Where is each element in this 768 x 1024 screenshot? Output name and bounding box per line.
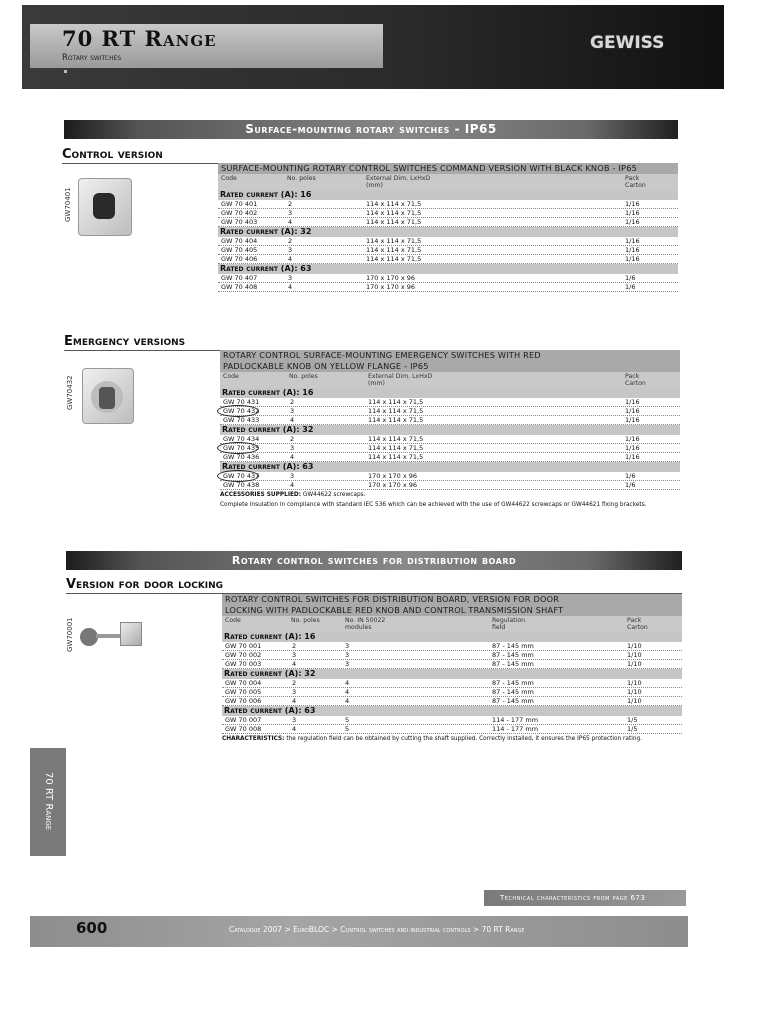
cell-code: GW 70 436	[223, 453, 260, 461]
col-code: Code	[221, 175, 237, 182]
brand-logo: GEWISS	[590, 33, 665, 53]
cell-code: GW 70 002	[225, 651, 262, 659]
cell-reg: 114 - 177 mm	[492, 725, 539, 733]
cell-dims: 114 x 114 x 71,5	[366, 246, 422, 254]
table-row	[220, 398, 680, 407]
cell-pack: 1/6	[625, 472, 636, 480]
cell-dims: 114 x 114 x 71,5	[368, 416, 424, 424]
table-row	[222, 725, 682, 734]
cell-pack: 1/10	[627, 660, 642, 668]
section-banner-distribution-board: Rotary control switches for distribution board	[66, 551, 682, 570]
table-row	[218, 283, 678, 292]
switch-body-icon	[120, 622, 142, 646]
characteristics-text: the regulation field can be obtained by cutting the shaft supplied. Correctly installed, it ensures the IP65 protection rating.	[286, 736, 643, 742]
heading-control-version: Control version	[62, 147, 163, 162]
page-number: 600	[76, 919, 108, 937]
table-header	[222, 616, 682, 632]
cell-pack: 1/16	[625, 398, 640, 406]
col-regulation: Regulation field	[492, 617, 526, 631]
table-row	[218, 255, 678, 264]
table-row	[220, 435, 680, 444]
cell-poles: 3	[290, 472, 295, 480]
cell-pack: 1/16	[625, 237, 640, 245]
table-emergency-versions	[220, 350, 680, 509]
cell-pack: 1/16	[625, 255, 640, 263]
col-dims: External Dim. LxHxD (mm)	[368, 373, 433, 387]
characteristics-label: CHARACTERISTICS:	[222, 736, 285, 742]
group-header: Rated current (A): 63	[218, 264, 678, 274]
table-row	[222, 697, 682, 706]
insulation-note: Complete insulation in compliance with standard IEC 536 which can be achieved with the use of GW44622 screwcaps or GW44621 fixing brackets.	[220, 502, 647, 508]
cell-poles: 3	[288, 274, 293, 282]
page-subtitle: Rotary switches	[62, 53, 122, 63]
cell-poles: 3	[288, 246, 293, 254]
cell-dims: 170 x 170 x 96	[368, 472, 418, 480]
col-poles: No. poles	[287, 175, 316, 182]
cell-poles: 2	[292, 642, 297, 650]
cell-dims: 114 x 114 x 71,5	[366, 218, 422, 226]
col-dims: External Dim. LxHxD (mm)	[366, 175, 431, 189]
table-header	[218, 174, 678, 190]
table-row	[222, 642, 682, 651]
side-tab-label: 70 RT Range	[43, 772, 54, 831]
cell-pack: 1/6	[625, 274, 636, 282]
page-title: 70 RT Range	[62, 26, 217, 51]
cell-code: GW 70 435	[223, 444, 260, 452]
table-row	[220, 444, 680, 453]
cell-dims: 170 x 170 x 96	[366, 283, 416, 291]
cell-pack: 1/10	[627, 688, 642, 696]
cell-code: GW 70 005	[225, 688, 262, 696]
table-body	[220, 388, 680, 490]
table-title-line1: ROTARY CONTROL SWITCHES FOR DISTRIBUTION BOARD, VERSION FOR DOOR	[222, 594, 682, 605]
cell-poles: 3	[290, 444, 295, 452]
product-code-label: GW70001	[66, 617, 74, 652]
product-image-emergency-switch	[82, 368, 134, 424]
cell-poles: 4	[290, 481, 295, 489]
accessories-label: ACCESSORIES SUPPLIED:	[220, 492, 302, 498]
cell-modules: 3	[345, 651, 350, 659]
table-row	[218, 274, 678, 283]
table-row	[220, 453, 680, 462]
cell-pack: 1/16	[625, 453, 640, 461]
cell-poles: 3	[292, 651, 297, 659]
table-row	[220, 472, 680, 481]
cell-code: GW 70 437	[223, 472, 260, 480]
cell-modules: 3	[345, 660, 350, 668]
cell-reg: 114 - 177 mm	[492, 716, 539, 724]
table-row	[220, 416, 680, 425]
cell-dims: 114 x 114 x 71,5	[366, 255, 422, 263]
cell-poles: 3	[292, 716, 297, 724]
cell-code: GW 70 405	[221, 246, 258, 254]
accessories-text: GW44622 screwcaps.	[302, 492, 366, 498]
cell-dims: 114 x 114 x 71,5	[368, 398, 424, 406]
cell-pack: 1/16	[625, 218, 640, 226]
group-header: Rated current (A): 63	[220, 462, 680, 472]
cell-pack: 1/5	[627, 716, 638, 724]
cell-dims: 114 x 114 x 71,5	[368, 444, 424, 452]
product-code-label: GW70432	[66, 375, 74, 410]
cell-dims: 170 x 170 x 96	[368, 481, 418, 489]
table-header	[220, 372, 680, 388]
table-row	[220, 407, 680, 416]
cell-code: GW 70 407	[221, 274, 258, 282]
cell-pack: 1/16	[625, 209, 640, 217]
table-row	[222, 660, 682, 669]
col-code: Code	[223, 373, 239, 380]
cell-pack: 1/5	[627, 725, 638, 733]
table-row	[222, 651, 682, 660]
black-knob-icon	[93, 193, 115, 219]
cell-pack: 1/16	[625, 435, 640, 443]
cell-reg: 87 - 145 mm	[492, 688, 534, 696]
cell-poles: 2	[292, 679, 297, 687]
cell-modules: 3	[345, 642, 350, 650]
characteristics-note	[222, 736, 682, 743]
header-dot	[64, 70, 67, 73]
cell-pack: 1/10	[627, 642, 642, 650]
col-pack: Pack Carton	[625, 175, 646, 189]
cell-poles: 4	[292, 660, 297, 668]
group-header: Rated current (A): 32	[218, 227, 678, 237]
section-banner-surface: Surface-mounting rotary switches - IP65	[64, 120, 678, 139]
cell-pack: 1/10	[627, 697, 642, 705]
col-pack: Pack Carton	[627, 617, 648, 631]
cell-code: GW 70 434	[223, 435, 260, 443]
cell-poles: 4	[288, 218, 293, 226]
product-code-label: GW70401	[64, 187, 72, 222]
red-knob-icon	[99, 387, 115, 409]
cell-pack: 1/10	[627, 679, 642, 687]
tech-note-text: Technical characteristics from page 673	[500, 894, 646, 902]
cell-poles: 2	[290, 398, 295, 406]
table-row	[218, 218, 678, 227]
col-poles: No. poles	[291, 617, 320, 624]
cell-code: GW 70 004	[225, 679, 262, 687]
cell-poles: 4	[290, 453, 295, 461]
table-row	[222, 688, 682, 697]
cell-code: GW 70 007	[225, 716, 262, 724]
table-title-line2: PADLOCKABLE KNOB ON YELLOW FLANGE - IP65	[220, 361, 680, 372]
cell-poles: 2	[288, 200, 293, 208]
cell-modules: 4	[345, 697, 350, 705]
table-body	[218, 190, 678, 292]
cell-poles: 4	[292, 725, 297, 733]
cell-reg: 87 - 145 mm	[492, 660, 534, 668]
cell-dims: 114 x 114 x 71,5	[366, 200, 422, 208]
cell-poles: 4	[288, 255, 293, 263]
cell-reg: 87 - 145 mm	[492, 651, 534, 659]
cell-poles: 3	[288, 209, 293, 217]
table-door-locking	[222, 594, 682, 743]
cell-code: GW 70 432	[223, 407, 260, 415]
cell-poles: 4	[288, 283, 293, 291]
cell-modules: 4	[345, 679, 350, 687]
cell-code: GW 70 008	[225, 725, 262, 733]
cell-code: GW 70 402	[221, 209, 258, 217]
cell-code: GW 70 438	[223, 481, 260, 489]
table-row	[218, 209, 678, 218]
group-header: Rated current (A): 16	[218, 190, 678, 200]
product-image-control-switch	[78, 178, 132, 236]
group-header: Rated current (A): 16	[222, 632, 682, 642]
table-row	[218, 246, 678, 255]
table-control-version	[218, 163, 678, 292]
cell-dims: 114 x 114 x 71,5	[366, 237, 422, 245]
cell-poles: 2	[290, 435, 295, 443]
cell-code: GW 70 003	[225, 660, 262, 668]
cell-code: GW 70 006	[225, 697, 262, 705]
cell-code: GW 70 408	[221, 283, 258, 291]
cell-modules: 4	[345, 688, 350, 696]
heading-emergency-versions: Emergency versions	[64, 334, 186, 349]
accessories-note	[220, 492, 680, 499]
footer-breadcrumb: Catalogue 2007 > EuroBLOC > Control switches and industrial controls > 70 RT Range	[229, 925, 525, 934]
cell-reg: 87 - 145 mm	[492, 642, 534, 650]
cell-pack: 1/6	[625, 283, 636, 291]
cell-code: GW 70 401	[221, 200, 258, 208]
cell-code: GW 70 404	[221, 237, 258, 245]
cell-code: GW 70 403	[221, 218, 258, 226]
cell-dims: 170 x 170 x 96	[366, 274, 416, 282]
cell-dims: 114 x 114 x 71,5	[368, 407, 424, 415]
shaft-icon	[96, 634, 122, 638]
cell-pack: 1/16	[625, 416, 640, 424]
group-header: Rated current (A): 32	[220, 425, 680, 435]
cell-dims: 114 x 114 x 71,5	[368, 435, 424, 443]
cell-pack: 1/16	[625, 407, 640, 415]
cell-modules: 5	[345, 725, 350, 733]
col-pack: Pack Carton	[625, 373, 646, 387]
cell-pack: 1/16	[625, 246, 640, 254]
table-title-line1: ROTARY CONTROL SURFACE-MOUNTING EMERGENCY SWITCHES WITH RED	[220, 350, 680, 361]
cell-poles: 3	[290, 407, 295, 415]
col-poles: No. poles	[289, 373, 318, 380]
cell-pack: 1/6	[625, 481, 636, 489]
group-header: Rated current (A): 63	[222, 706, 682, 716]
cell-code: GW 70 001	[225, 642, 262, 650]
cell-reg: 87 - 145 mm	[492, 679, 534, 687]
cell-dims: 114 x 114 x 71,5	[366, 209, 422, 217]
cell-pack: 1/16	[625, 444, 640, 452]
col-modules: No. IN 50022 modules	[345, 617, 386, 631]
table-row	[222, 679, 682, 688]
cell-poles: 2	[288, 237, 293, 245]
table-title-line2: LOCKING WITH PADLOCKABLE RED KNOB AND CONTROL TRANSMISSION SHAFT	[222, 605, 682, 616]
table-row	[218, 200, 678, 209]
product-image-door-locking-switch	[80, 618, 142, 648]
cell-poles: 4	[292, 697, 297, 705]
table-title: SURFACE-MOUNTING ROTARY CONTROL SWITCHES COMMAND VERSION WITH BLACK KNOB - IP65	[218, 163, 678, 174]
table-row	[222, 716, 682, 725]
cell-poles: 3	[292, 688, 297, 696]
group-header: Rated current (A): 32	[222, 669, 682, 679]
cell-dims: 114 x 114 x 71,5	[368, 453, 424, 461]
heading-version-door-locking: Version for door locking	[66, 577, 224, 592]
cell-code: GW 70 406	[221, 255, 258, 263]
cell-poles: 4	[290, 416, 295, 424]
cell-modules: 5	[345, 716, 350, 724]
cell-pack: 1/16	[625, 200, 640, 208]
col-code: Code	[225, 617, 241, 624]
cell-reg: 87 - 145 mm	[492, 697, 534, 705]
table-row	[218, 237, 678, 246]
cell-code: GW 70 431	[223, 398, 260, 406]
group-header: Rated current (A): 16	[220, 388, 680, 398]
cell-pack: 1/10	[627, 651, 642, 659]
cell-code: GW 70 433	[223, 416, 260, 424]
table-body	[222, 632, 682, 734]
table-row	[220, 481, 680, 490]
